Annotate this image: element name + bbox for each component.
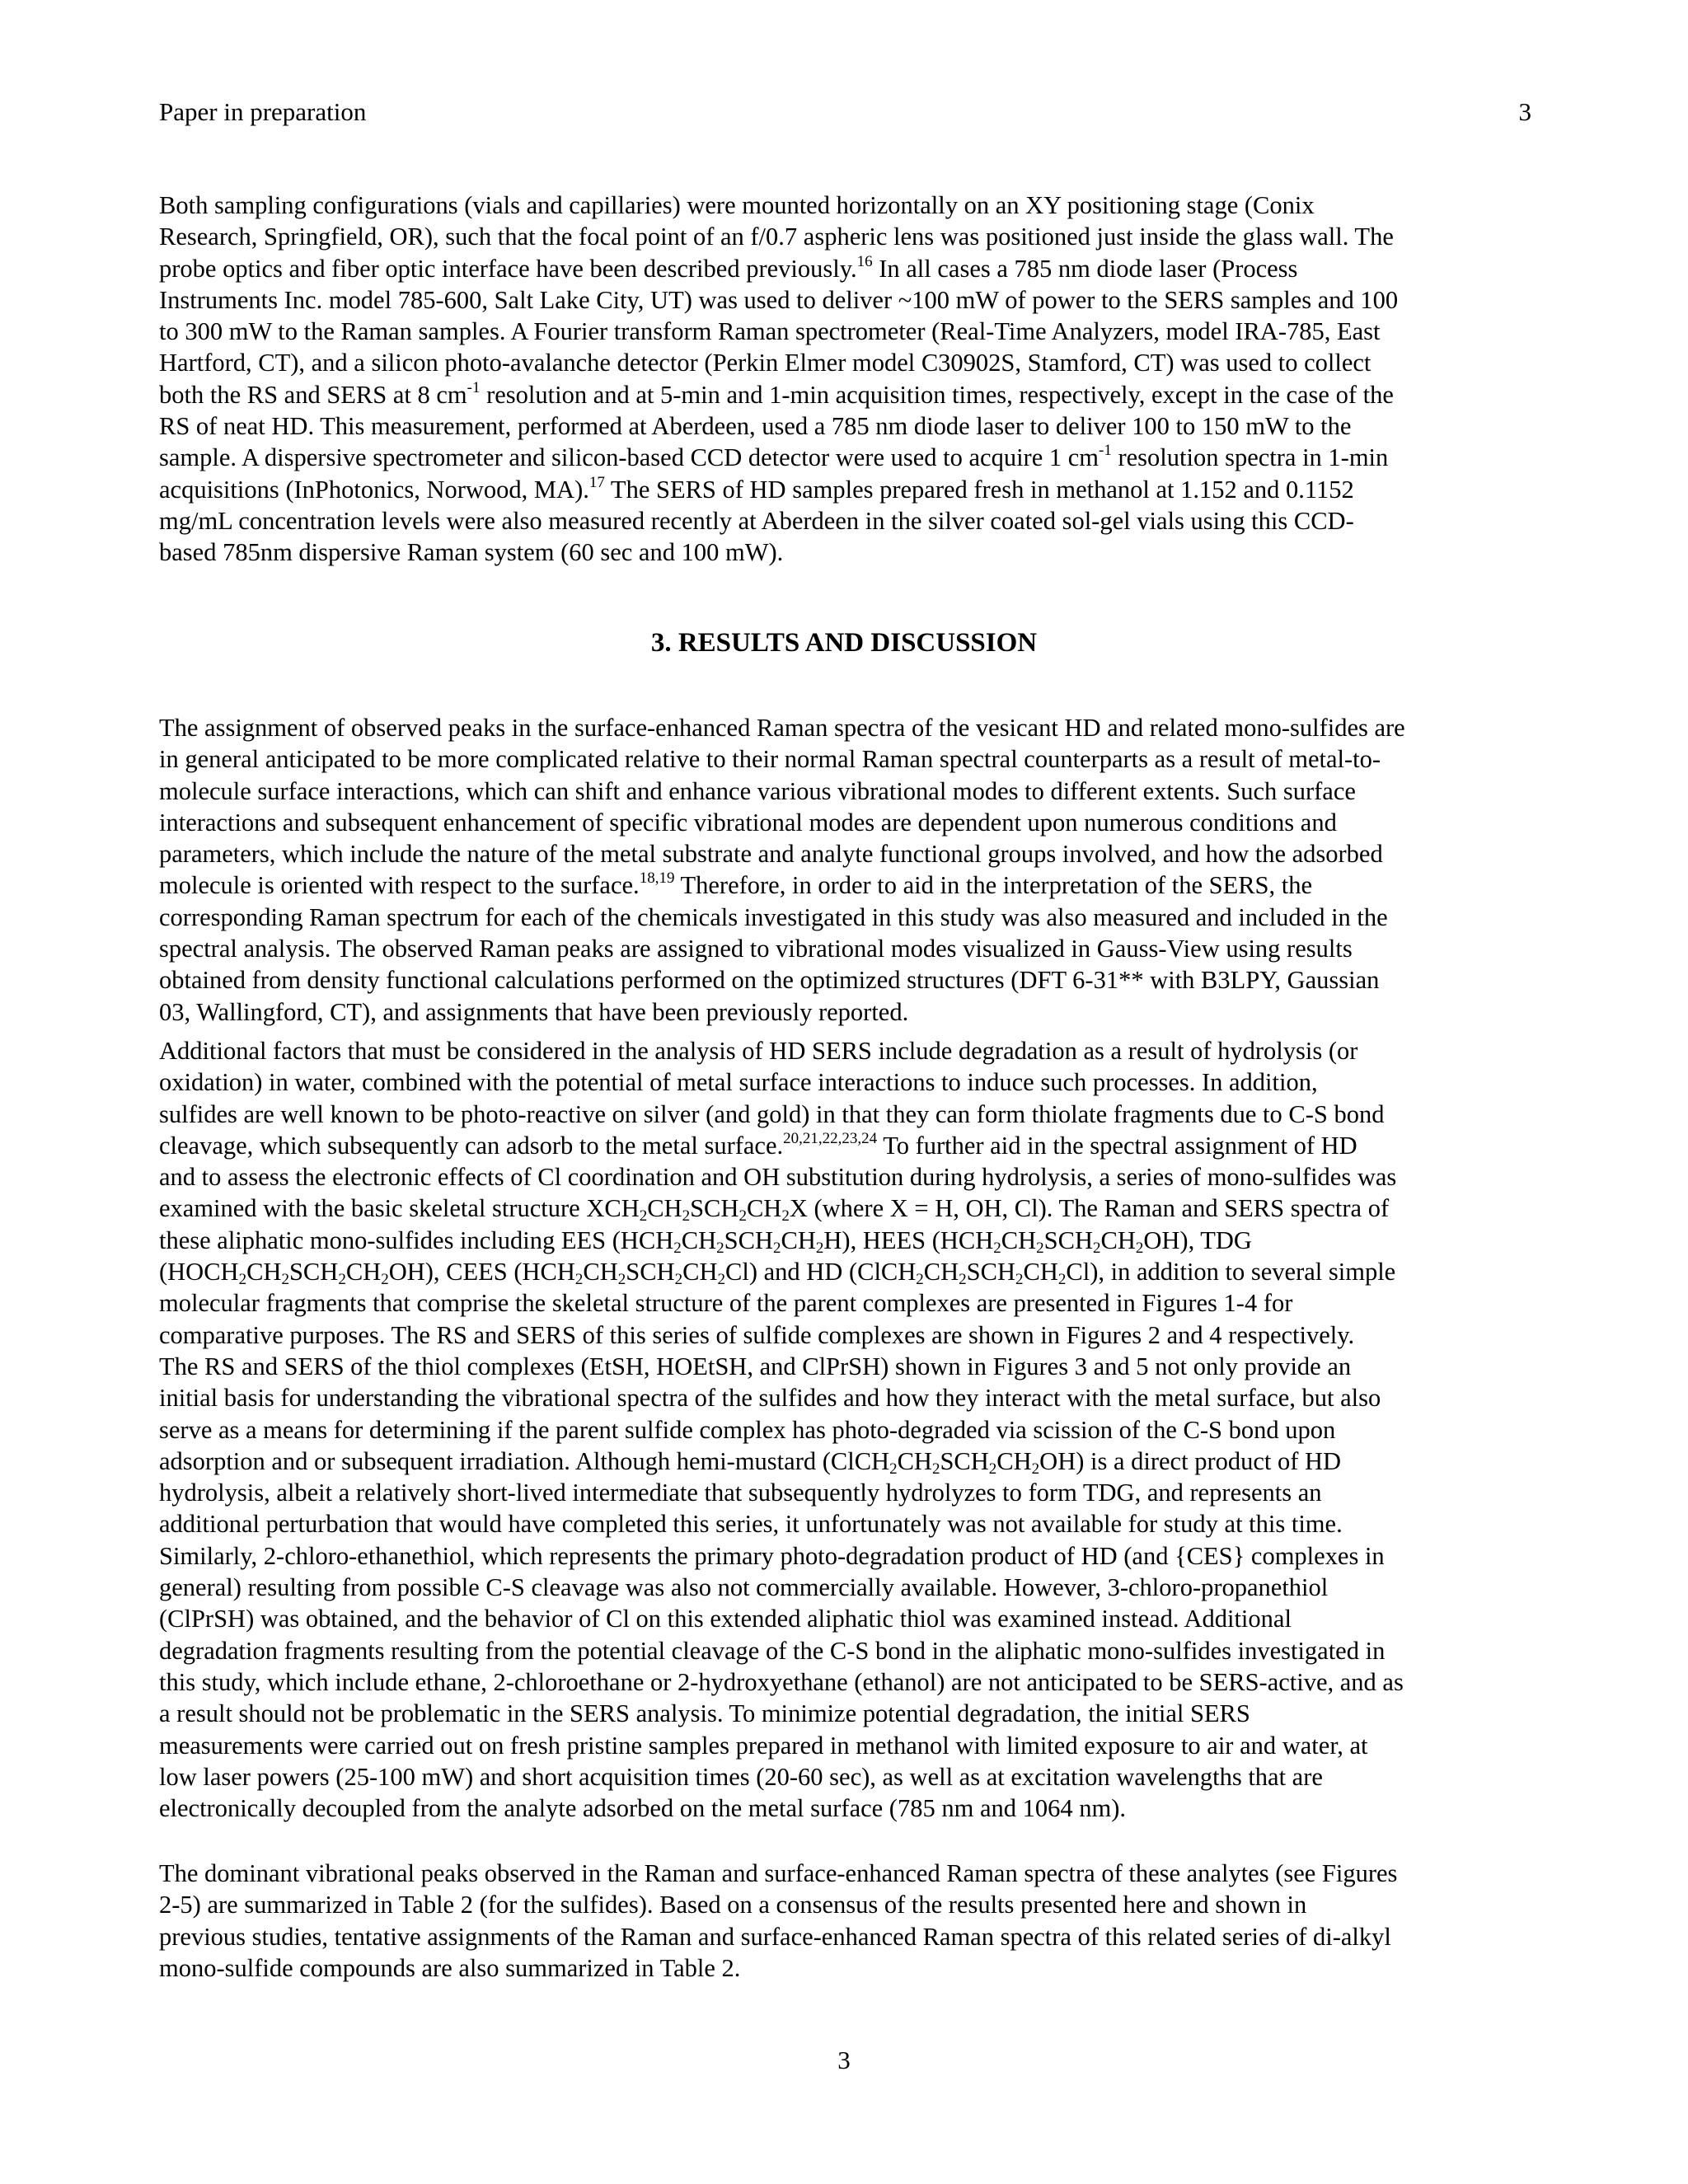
text-line: molecular fragments that comprise the skeletal structure of the parent complexes are presented in Figures 1-4 for [159,1289,1293,1318]
subscript: 2 [1031,1460,1040,1478]
text-line: $(HOCH_2CH_2SCH_2CH_2OH)$, CEES $(HCH_2CH_2SCH_2CH_2Cl)$ and HD $(ClCH_2CH_2SCH_2CH_2Cl)$, in addition to several simple [159,1258,1396,1289]
text-line: and to assess the electronic effects of Cl coordination and OH substitution during hydrolysis, a series of mono-sulfides was [159,1163,1397,1192]
footer-page-number: 3 [837,2046,851,2074]
subscript: 2 [617,1271,626,1289]
running-header-page-number: 3 [1518,97,1531,126]
superscript: -1 [467,378,481,396]
superscript: 16 [856,252,873,270]
text-line: in general anticipated to be more complicated relative to their normal Raman spectral counterparts as a result of metal-to- [159,745,1381,774]
subscript: 2 [988,1460,997,1478]
text-line: The RS and SERS of the thiol complexes (EtSH, HOEtSH, and ClPrSH) shown in Figures 3 and 5 not only provide an [159,1352,1352,1380]
paragraph-methods-sampling [159,190,1527,569]
text-line: Both sampling configurations (vials and capillaries) were mounted horizontally on an XY positioning stage (Conix [159,191,1315,219]
text-line: corresponding Raman spectrum for each of the chemicals investigated in this study was also measured and included in the [159,902,1388,931]
subscript: 2 [238,1271,247,1289]
text-line: mono-sulfide compounds are also summarized in Table 2. [159,1953,741,1982]
text-line: general) resulting from possible C-S cleavage was also not commercially available. However, 3-chloro-propanethiol [159,1573,1329,1602]
text-line: The assignment of observed peaks in the surface-enhanced Raman spectra of the vesicant HD and related mono-sulfides are [159,714,1405,742]
subscript: 2 [682,1207,691,1226]
text-line: spectral analysis. The observed Raman peaks are assigned to vibrational modes visualized in Gauss-View using results [159,935,1353,963]
text-line: initial basis for understanding the vibrational spectra of the sulfides and how they interact with the metal surface, but also [159,1384,1381,1413]
text-line: these aliphatic mono-sulfides including EES $(HCH_2CH_2SCH_2CH_2H)$, HEES $(HCH_2CH_2SCH_2CH_2OH)$, TDG [159,1226,1252,1257]
subscript: 2 [281,1271,289,1289]
text-line: both the RS and SERS at 8 $cm^{-1}$ resolution and at 5-min and 1-min acquisition times, respectively, except in the case of the [159,378,1394,409]
superscript: 20,21,22,23,24 [783,1129,878,1147]
subscript: 2 [773,1239,781,1257]
subscript: 2 [916,1271,924,1289]
subscript: 2 [673,1239,682,1257]
running-header-title: Paper in preparation [159,97,367,126]
text-line: 2-5) are summarized in Table 2 (for the sulfides). Based on a consensus of the results presented here and shown in [159,1891,1307,1919]
text-line: oxidation) in water, combined with the potential of metal surface interactions to induce such processes. In addition, [159,1068,1318,1097]
text-line: sulfides are well known to be photo-reactive on silver (and gold) in that they can form thiolate fragments due to C-S bond [159,1099,1385,1128]
text-line: probe optics and fiber optic interface have been described previously.$^{16}$ In all cases a 785 nm diode laser (Process [159,252,1298,283]
subscript: 2 [674,1271,683,1289]
text-line: acquisitions (InPhotonics, Norwood, MA).$^{17}$ The SERS of HD samples prepared fresh in methanol at 1.152 and 0.1152 [159,473,1354,504]
text-line: The dominant vibrational peaks observed in the Raman and surface-enhanced Raman spectra of these analytes (see Figures [159,1859,1398,1887]
text-line: Research, Springfield, OR), such that the focal point of an f/0.7 aspheric lens was positioned just inside the glass wall. The [159,223,1394,251]
paragraph-degradation-factors [159,1035,1527,1824]
text-line: comparative purposes. The RS and SERS of this series of sulfide complexes are shown in Figures 2 and 4 respectively. [159,1320,1355,1349]
text-line: Hartford, CT), and a silicon photo-avalanche detector (Perkin Elmer model C30902S, Stamford, CT) was used to collect [159,349,1372,377]
text-line: hydrolysis, albeit a relatively short-lived intermediate that subsequently hydrolyzes to form TDG, and represents an [159,1479,1322,1507]
text-line: sample. A dispersive spectrometer and silicon-based CCD detector were used to acquire 1 $cm^{-1}$ resolution spectra in 1-min [159,442,1389,472]
superscript: 17 [588,473,605,491]
text-line: adsorption and or subsequent irradiation. Although hemi-mustard $(ClCH_2CH_2SCH_2CH_2OH)$ is a direct product of HD [159,1446,1342,1478]
text-line: this study, which include ethane, 2-chloroethane or 2-hydroxyethane (ethanol) are not anticipated to be SERS-active, and as [159,1667,1404,1696]
subscript: 2 [716,1239,724,1257]
text-line: mg/mL concentration levels were also measured recently at Aberdeen in the silver coated sol-gel vials using this CCD- [159,506,1354,535]
subscript: 2 [815,1239,824,1257]
subscript: 2 [1135,1239,1144,1257]
subscript: 2 [738,1207,747,1226]
text-line: molecule surface interactions, which can shift and enhance various vibrational modes to different extents. Such surface [159,776,1356,805]
subscript: 2 [574,1271,584,1289]
section-heading: 3. RESULTS AND DISCUSSION [650,628,1038,658]
text-line: additional perturbation that would have completed this series, it unfortunately was not available for study at this time. [159,1510,1343,1539]
text-line: degradation fragments resulting from the potential cleavage of the C-S bond in the aliphatic mono-sulfides investigated in [159,1636,1386,1665]
subscript: 2 [338,1271,346,1289]
text-line: serve as a means for determining if the parent sulfide complex has photo-degraded via scission of the C-S bond upon [159,1415,1336,1444]
text-line: cleavage, which subsequently can adsorb to the metal surface.$^{20,21,22,23,24}$ To further aid in the spectral assignment of HD [159,1129,1357,1160]
text-line: Instruments Inc. model 785-600, Salt Lake City, UT) was used to deliver ~100 mW of power to the SERS samples and 100 [159,285,1399,314]
subscript: 2 [889,1460,898,1478]
text-line: electronically decoupled from the analyte adsorbed on the metal surface (785 nm and 1064 nm). [159,1794,1126,1823]
text-line: 03, Wallingford, CT), and assignments that have been previously reported. [159,997,909,1026]
paragraph-peak-assignment [159,712,1527,1028]
text-line: low laser powers (25-100 mW) and short acquisition times (20-60 sec), as well as at excitation wavelengths that are [159,1762,1323,1791]
text-line: based 785nm dispersive Raman system (60 sec and 100 mW). [159,538,784,567]
subscript: 2 [1092,1239,1101,1257]
text-line: RS of neat HD. This measurement, performed at Aberdeen, used a 785 nm diode laser to deliver 100 to 150 mW to the [159,412,1352,441]
text-line: obtained from density functional calculations performed on the optimized structures (DFT 6-31** with B3LPY, Gaussian [159,966,1380,995]
superscript: -1 [1099,442,1112,460]
text-line: a result should not be problematic in the SERS analysis. To minimize potential degradation, the initial SERS [159,1699,1250,1728]
subscript: 2 [781,1207,790,1226]
subscript: 2 [717,1271,725,1289]
text-line: molecule is oriented with respect to the surface.$^{18,19}$ Therefore, in order to aid in the interpretation of the SERS, the [159,869,1313,900]
text-line: to 300 mW to the Raman samples. A Fourier transform Raman spectrometer (Real-Time Analyzers, model IRA-785, East [159,317,1381,346]
text-line: interactions and subsequent enhancement of specific vibrational modes are dependent upon numerous conditions and [159,808,1337,837]
subscript: 2 [1057,1271,1067,1289]
text-line: parameters, which include the nature of the metal substrate and analyte functional groups involved, and how the adsorbed [159,840,1383,869]
subscript: 2 [993,1239,1001,1257]
text-line: previous studies, tentative assignments of the Raman and surface-enhanced Raman spectra of this related series of di-alkyl [159,1922,1391,1951]
subscript: 2 [1036,1239,1044,1257]
subscript: 2 [959,1271,967,1289]
text-line: examined with the basic skeletal structure $XCH_2CH_2SCH_2CH_2X$ (where X = H, OH, Cl). The Raman and SERS spectra of [159,1194,1390,1226]
text-line: measurements were carried out on fresh pristine samples prepared in methanol with limited exposure to air and water, at [159,1731,1368,1760]
paragraph-summary [159,1858,1527,1984]
subscript: 2 [1015,1271,1024,1289]
text-line: Additional factors that must be considered in the analysis of HD SERS include degradation as a result of hydrolysis (or [159,1037,1358,1065]
superscript: 18,19 [639,869,675,888]
text-line: (ClPrSH) was obtained, and the behavior of Cl on this extended aliphatic thiol was examined instead. Additional [159,1605,1292,1633]
subscript: 2 [381,1271,389,1289]
subscript: 2 [639,1207,648,1226]
text-line: Similarly, 2-chloro-ethanethiol, which represents the primary photo-degradation product of HD (and {CES} complexes in [159,1541,1385,1570]
subscript: 2 [931,1460,940,1478]
